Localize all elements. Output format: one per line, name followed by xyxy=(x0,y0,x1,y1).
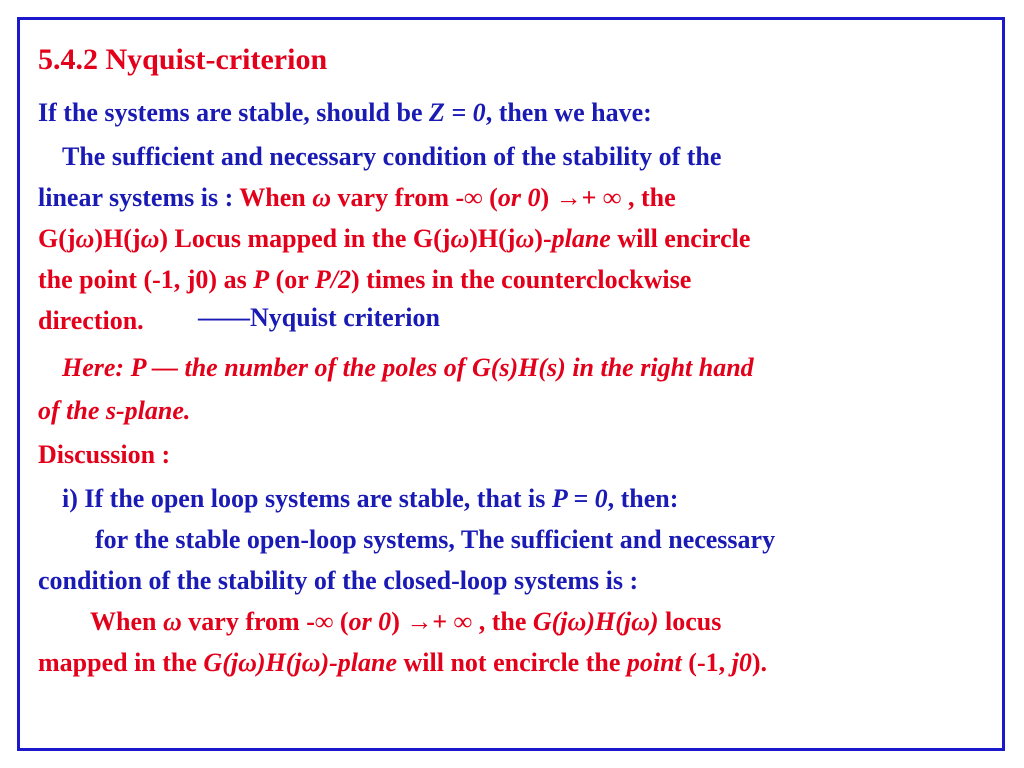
w1g: locus xyxy=(658,607,722,636)
criterion-line-2 xyxy=(38,182,676,214)
criterion-l4b: P xyxy=(253,265,270,294)
item-text-a: i) If the open loop systems are stable, that is xyxy=(62,484,552,513)
criterion-l4a: the point (-1, j0) as xyxy=(38,265,254,294)
criterion-l3b: ω xyxy=(75,224,95,253)
criterion-l3j: plane xyxy=(551,224,611,253)
criterion-l2f: ) →+ ∞ , the xyxy=(540,183,676,212)
criterion-l3f: ω xyxy=(450,224,470,253)
w1c: vary from -∞ ( xyxy=(181,607,349,636)
criterion-l4c: (or xyxy=(269,265,315,294)
criterion-l3e: ) Locus mapped in the G(j xyxy=(159,224,451,253)
discussion-when-line-1 xyxy=(90,606,721,638)
discussion-para-2: condition of the stability of the closed-loop systems is : xyxy=(38,566,639,595)
criterion-l3a: G(j xyxy=(38,224,76,253)
criterion-l2b: When xyxy=(239,183,313,212)
slide-title: 5.4.2 Nyquist-criterion xyxy=(38,43,328,76)
criterion-l3g: )H(j xyxy=(469,224,516,253)
here-line-1: Here: P — the number of the poles of G(s)H(s) in the right hand xyxy=(62,353,754,382)
w2c: will not encircle the xyxy=(397,648,627,677)
criterion-l4d: P/2 xyxy=(314,265,351,294)
w2b: G(jω)H(jω)-plane xyxy=(203,648,397,677)
intro-z-equation: Z = 0 xyxy=(428,98,486,127)
criterion-attribution: ——Nyquist criterion xyxy=(198,303,440,332)
w2e: (-1, xyxy=(681,648,732,677)
discussion-when-line-2 xyxy=(38,647,767,679)
w1d: or 0 xyxy=(348,607,392,636)
w1b: ω xyxy=(162,607,182,636)
criterion-l3k: will encircle xyxy=(610,224,751,253)
criterion-line-3 xyxy=(38,223,750,255)
criterion-l3c: )H(j xyxy=(94,224,141,253)
criterion-l4e: ) times in the counterclockwise xyxy=(350,265,692,294)
criterion-l3i: )- xyxy=(534,224,552,253)
intro-text-a: If the systems are stable, should be xyxy=(38,98,429,127)
discussion-para-1: for the stable open-loop systems, The sufficient and necessary xyxy=(95,525,776,554)
w2f: j0 xyxy=(731,648,752,677)
w2g: ). xyxy=(751,648,768,677)
criterion-l2d: vary from -∞ ( xyxy=(331,183,498,212)
criterion-line-1: The sufficient and necessary condition of the stability of the xyxy=(62,142,722,171)
criterion-l2c: ω xyxy=(312,183,332,212)
criterion-l3d: ω xyxy=(140,224,160,253)
criterion-l2a: linear systems is : xyxy=(38,183,240,212)
intro-line xyxy=(38,97,652,129)
item-text-c: , then: xyxy=(607,484,679,513)
criterion-line-4 xyxy=(38,264,691,296)
criterion-l2e: or 0 xyxy=(497,183,541,212)
criterion-l3h: ω xyxy=(515,224,535,253)
intro-text-c: , then we have: xyxy=(485,98,652,127)
discussion-item-i xyxy=(62,483,678,515)
w2a: mapped in the xyxy=(38,648,204,677)
w2d: point xyxy=(626,648,682,677)
item-p-equation: P = 0 xyxy=(551,484,608,513)
w1a: When xyxy=(90,607,163,636)
w1f: G(jω)H(jω) xyxy=(532,607,659,636)
criterion-line-5: direction. xyxy=(38,306,144,335)
here-line-2: of the s-plane. xyxy=(38,396,191,425)
w1e: ) →+ ∞ , the xyxy=(391,607,533,636)
discussion-heading: Discussion : xyxy=(38,440,171,469)
